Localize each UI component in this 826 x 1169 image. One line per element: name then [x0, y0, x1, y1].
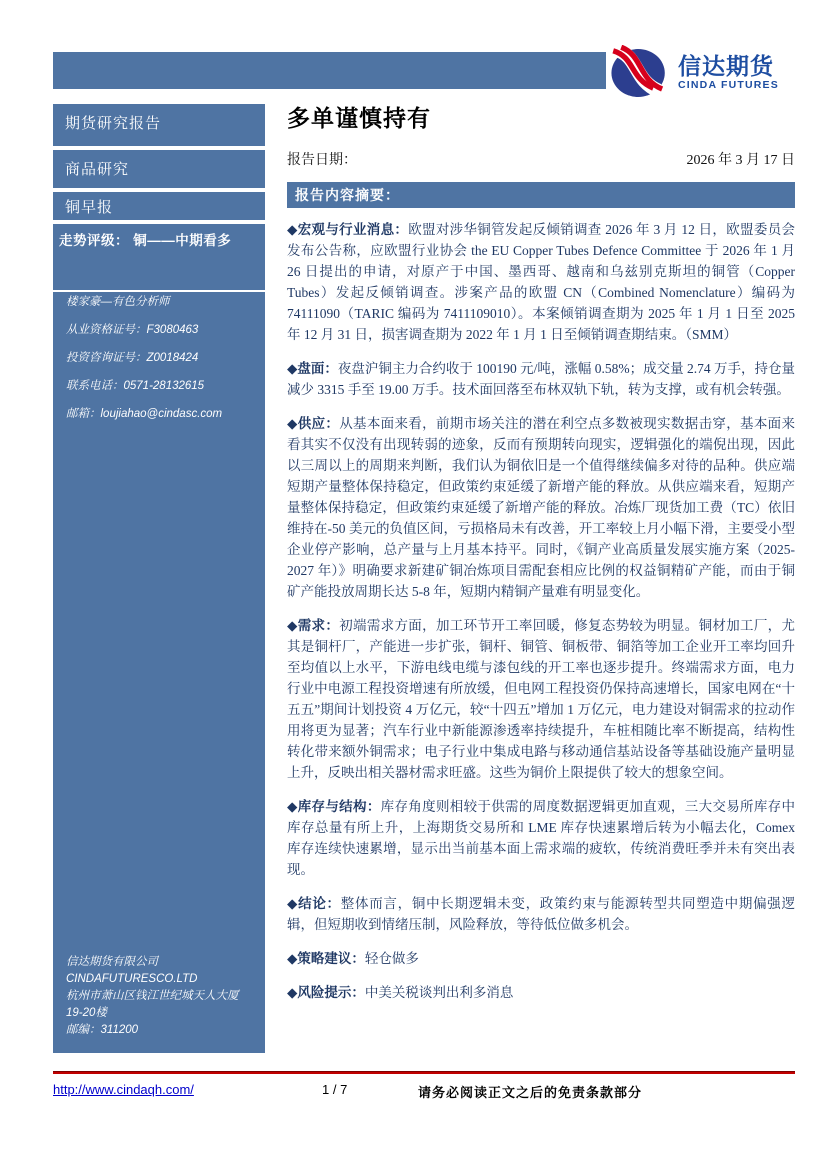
section-risk-warning [287, 982, 795, 1003]
diamond-bullet-icon: ◆ [287, 618, 298, 633]
header-band [53, 52, 606, 89]
diamond-bullet-icon: ◆ [287, 951, 298, 966]
footer-divider [53, 1071, 795, 1074]
page-number: 1 / 7 [322, 1082, 348, 1097]
company-postcode: 邮编：311200 [66, 1024, 139, 1036]
section-supply [287, 413, 795, 602]
analyst-phone: 联系电话：0571-28132615 [66, 380, 205, 392]
analyst-info [66, 296, 257, 436]
diamond-bullet-icon: ◆ [287, 799, 298, 814]
section-label: 库存与结构： [297, 799, 381, 814]
section-text: 初端需求方面，加工环节开工率回暖，修复态势较为明显。铜材加工厂，尤其是铜杆厂，产能进一步扩张，铜杆、铜管、铜板带、铜箔等加工企业开工率均回升至均值以上水平，下游电线电缆与漆包线的开工率也逐步提升。终端需求方面，电力行业中电源工程投资增速有所放缓，但电网工程投资仍保持高速增长，国家电网在“十五五”期间计划投资 4 万亿元，较“十四五”增加 1 万亿元，电力建设对铜需求的拉动作用将更为显著；汽车行业中新能源渗透率持续提升，车桩相随比率不断提高，结构性转化带来额外铜需求；电子行业中集成电路与移动通信基站设备等基础设施产量明显上升，反映出相关器材需求旺盛。这些为铜价上限提供了较大的想象空间。 [287, 618, 796, 780]
cinda-sphere-swoosh-icon [607, 45, 671, 101]
report-date-value: 2026 年 3 月 17 日 [686, 153, 795, 168]
sidebar-item-label: 商品研究 [65, 161, 130, 178]
section-demand [287, 615, 795, 783]
sidebar-item-label: 期货研究报告 [65, 115, 162, 132]
section-text: 整体而言，铜中长期逻辑未变，政策约束与能源转型共同塑造中期偏强逻辑，但短期收到情绪压制，风险释放，等待低位做多机会。 [287, 896, 796, 932]
logo-text [678, 55, 779, 91]
section-text: 库存角度则相较于供需的周度数据逻辑更加直观，三大交易所库存中库存总量有所上升，上海期货交易所和 LME 库存快速累增后转为小幅去化，Comex 库存连续快速累增，显示出当前基本面上需求端的疲软，传统消费旺季并未有突出表现。 [287, 799, 796, 877]
section-label: 结论： [298, 896, 341, 911]
analyst-advisory-number: 投资咨询证号：Z0018424 [66, 352, 199, 364]
section-label: 供应： [297, 416, 340, 431]
section-label: 需求： [297, 618, 340, 633]
analyst-cert-number: 从业资格证号：F3080463 [66, 324, 199, 336]
diamond-bullet-icon: ◆ [287, 416, 298, 431]
section-text: 轻仓做多 [364, 951, 419, 966]
section-text: 夜盘沪铜主力合约收于 100190 元/吨，涨幅 0.58%；成交量 2.74 万手，持仓量减少 3315 手至 19.00 万手。技术面回落至布林双轨下轨，转为支撑，或有机会转强。 [287, 361, 796, 397]
analyst-email: 邮箱：loujiahao@cindasc.com [66, 408, 223, 420]
sidebar-item-label: 铜早报 [65, 199, 114, 216]
page-title: 多单谨慎持有 [287, 105, 431, 131]
section-market [287, 358, 795, 400]
company-website-link[interactable]: http://www.cindaqh.com/ [53, 1082, 194, 1097]
disclaimer-text: 请务必阅读正文之后的免责条款部分 [418, 1085, 643, 1100]
sidebar-item-copper-morning-report [53, 192, 265, 220]
sidebar-divider [53, 290, 265, 292]
summary-header: 报告内容摘要： [287, 182, 795, 208]
diamond-bullet-icon: ◆ [287, 896, 299, 911]
section-label: 盘面： [297, 361, 338, 376]
section-strategy [287, 948, 795, 969]
diamond-bullet-icon: ◆ [287, 361, 298, 376]
sidebar-panel [53, 224, 265, 1053]
sidebar-item-commodity-research [53, 150, 265, 188]
logo-name-en: CINDA FUTURES [678, 79, 779, 92]
section-label: 宏观与行业消息： [297, 222, 409, 237]
diamond-bullet-icon: ◆ [287, 222, 298, 237]
company-name-cn: 信达期货有限公司 [66, 956, 158, 968]
section-text: 中美关税谈判出利多消息 [364, 985, 514, 1000]
company-info [66, 954, 257, 1039]
section-label: 策略建议： [297, 951, 365, 966]
trend-rating: 走势评级： 铜——中期看多 [59, 233, 232, 248]
section-inventory-structure [287, 796, 795, 880]
logo-name-cn: 信达期货 [678, 53, 774, 80]
company-logo [607, 44, 797, 102]
analyst-name: 楼家豪—有色分析师 [66, 296, 170, 308]
report-date-row [287, 149, 795, 169]
diamond-bullet-icon: ◆ [287, 985, 298, 1000]
section-macro-industry-news [287, 219, 795, 345]
section-label: 风险提示： [297, 985, 365, 1000]
section-text: 欧盟对涉华铜管发起反倾销调查 2026 年 3 月 12 日，欧盟委员会发布公告称，应欧盟行业协会 the EU Copper Tubes Defence Committee 于 2026 年 1 月 26 日提出的申请，对原产于中国、墨西哥、越南和乌兹别克斯坦的铜管（Copper Tubes）发起反倾销调查。涉案产品的欧盟 CN（Combined Nomenclature）编码为 74111090（TARIC 编码为 7411109010）。本案倾销调查期为 2025 年 1 月 1 日至 2025 年 12 月 31 日，损害调查期为 2022 年 1 月 1 日至倾销调查期结束。（SMM） [287, 222, 796, 342]
report-date-label: 报告日期： [287, 153, 357, 168]
report-body [287, 100, 795, 1016]
company-address: 杭州市萧山区钱江世纪城天人大厦 19-20楼 [66, 990, 239, 1019]
section-conclusion [287, 893, 795, 935]
sidebar-item-futures-research [53, 104, 265, 146]
company-name-en: CINDAFUTURESCO.LTD [66, 973, 198, 985]
section-text: 从基本面来看，前期市场关注的潜在利空点多数被现实数据击穿，基本面来看其实不仅没有出现转弱的迹象，反而有预期转向现实，逻辑强化的端倪出现，因此以三周以上的周期来判断，我们认为铜依旧是一个值得继续偏多对待的品种。供应端短期产量整体保持稳定，但政策约束延缓了新增产能的释放。从供应端来看，短期产量整体保持稳定，但政策约束延缓了新增产能的释放。冶炼厂现货加工费（TC）依旧维持在-50 美元的负值区间，亏损格局未有改善，开工率较上月小幅下滑，主要受小型企业停产影响，总产量与上月基本持平。同时，《铜产业高质量发展实施方案（2025-2027 年）》明确要求新建矿铜冶炼项目需配套相应比例的权益铜精矿产能，而由于铜矿产能投放周期长达 5-8 年，短期内精铜产量难有明显变化。 [287, 416, 796, 599]
